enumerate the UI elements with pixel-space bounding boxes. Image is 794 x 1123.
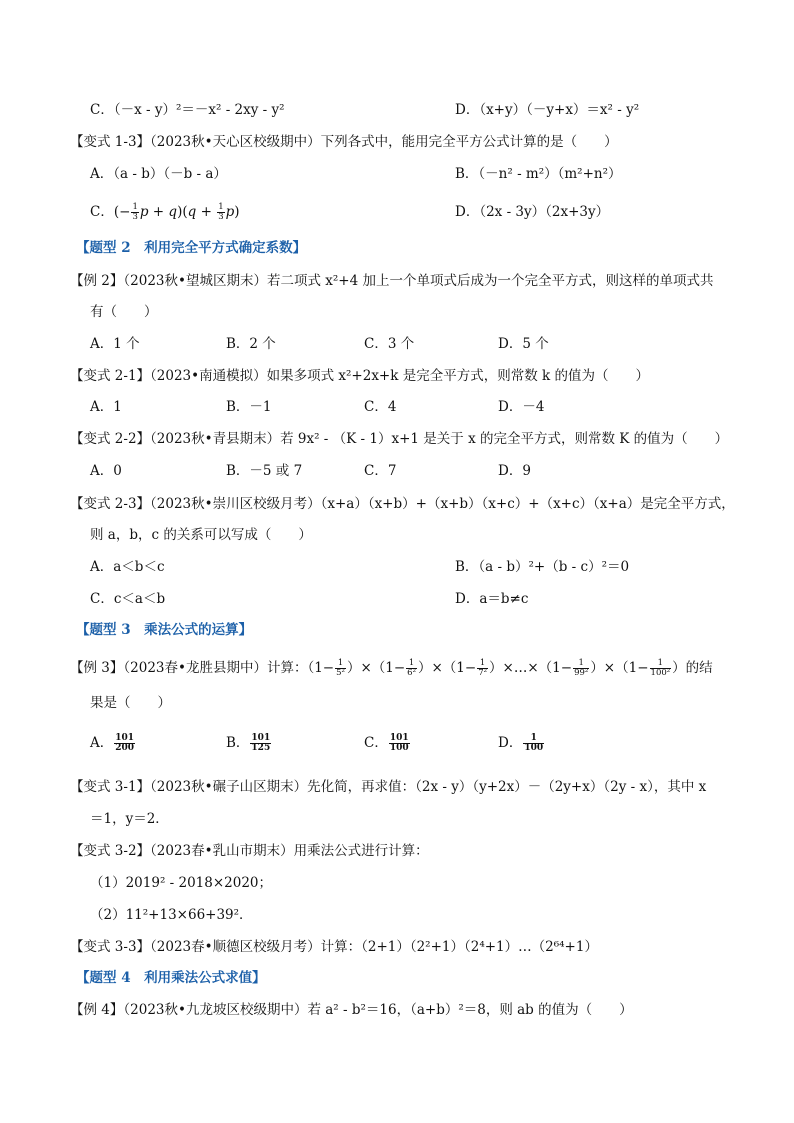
question-text-cont: 有（ ） [90, 304, 158, 320]
option-c: C．(− $\frac{1}{3}$ p + q)(q + $\frac{1}{3}$ p) [90, 202, 240, 222]
option-row [90, 733, 590, 757]
option-d: D．5 个 [498, 336, 549, 352]
option-d: D．9 [498, 463, 531, 479]
option-row [90, 334, 590, 354]
question-v1-3 [70, 132, 618, 152]
question-text: （2023秋•天心区校级期中）下列各式中，能用完全平方公式计算的是（ ） [150, 134, 618, 150]
question-v2-2 [70, 429, 728, 449]
option-a: A．0 [90, 463, 122, 479]
question-tag: 【变式 3-3】 [70, 939, 151, 955]
option-b: B．（a - b）²+（b - c）²＝0 [455, 559, 630, 575]
question-v2-1 [70, 366, 649, 386]
option-a: A．a＜b＜c [90, 559, 165, 575]
question-v3-1 [70, 777, 706, 797]
question-ex3: 【例 3】（2023春•龙胜县期中）计算：（1− $\frac{1}{\text{5²}}$ ）×（1− $\frac{1}{\text{6²}}$ ）×（1− $\frac{1}{\text{7²}}$ ）×…×（1− $\frac{1}{\text{99²}}$ ）×（1− $\frac{1}{\text{100²}}$ ）的结 [70, 658, 713, 678]
question-text: （2023春•龙胜县期中）计算： [123, 660, 308, 676]
section-heading: 【题型 3 乘法公式的运算】 [76, 622, 253, 638]
question-tag: 【变式 2-2】 [70, 431, 151, 447]
math-expression: （1− $\frac{1}{\text{5²}}$ ）×（1− $\frac{1}{\text{6²}}$ ）×（1− $\frac{1}{\text{7²}}$ ）×…×（1− $\frac{1}{\text{99²}}$ ）×（1− $\frac{1}{\text{100²}}$ ） [307, 658, 686, 678]
question-text-cont: ＝1，y＝2． [90, 811, 169, 827]
question-tag: 【变式 3-1】 [70, 779, 151, 795]
question-tag: 【变式 2-1】 [70, 368, 151, 384]
option-c: C．c＜a＜b [90, 591, 166, 607]
option-d: D．（x+y）（－y+x）＝x² - y² [455, 102, 640, 118]
option-a: A．（a - b）（－b - a） [90, 166, 227, 182]
option-a: A．1 [90, 399, 122, 415]
option-c: C．（－x - y）²＝－x² - 2xy - y² [90, 102, 285, 118]
question-text-cont: 则 a，b，c 的关系可以写成（ ） [90, 527, 312, 543]
option-d: D．－4 [498, 399, 545, 415]
question-v3-3 [70, 937, 598, 957]
option-row [90, 397, 590, 417]
option-row [90, 589, 529, 609]
question-tag: 【例 4】 [70, 1002, 124, 1018]
question-text: （2023秋•青县期末）若 9x² - （K - 1）x+1 是关于 x 的完全平方式，则常数 K 的值为（ ） [150, 431, 729, 447]
question-text: （2023•南通模拟）如果多项式 x²+2x+k 是完全平方式，则常数 k 的值为（ ） [150, 368, 649, 384]
option-d: D． $\frac{1}{100}$ [498, 733, 544, 753]
sub-question: （2）11²+13×66+39²． [90, 907, 253, 923]
question-tag: 【例 2】 [70, 273, 124, 289]
question-v3-2 [70, 841, 429, 861]
sub-question: （1）2019² - 2018×2020； [90, 875, 273, 891]
option-row [90, 202, 610, 222]
question-text: （2023秋•崇川区校级月考）（x+a）（x+b）+（x+b）（x+c）+（x+c）（x+a）是完全平方式， [150, 496, 735, 512]
option-row [90, 164, 622, 184]
option-b: B．－5 或 7 [226, 463, 303, 479]
option-b: B． $\frac{101}{125}$ [226, 733, 271, 753]
option-row [90, 100, 640, 120]
option-c: C．3 个 [364, 336, 415, 352]
question-text: （2023春•乳山市期末）用乘法公式进行计算： [150, 843, 429, 859]
option-d: D．（2x - 3y）（2x+3y） [455, 204, 610, 220]
question-text-cont: 果是（ ） [90, 695, 171, 711]
question-v2-3 [70, 494, 735, 514]
question-tag: 【变式 2-3】 [70, 496, 151, 512]
option-d: D．a＝b≠c [455, 591, 529, 607]
question-tag: 【例 3】 [70, 660, 124, 676]
section-heading: 【题型 4 利用乘法公式求值】 [76, 970, 266, 986]
question-tag: 【变式 1-3】 [70, 134, 151, 150]
question-ex2 [70, 271, 713, 291]
question-text: （2023春•顺德区校级月考）计算：（2+1）（2²+1）（2⁴+1）…（2⁶⁴+1） [150, 939, 598, 955]
option-b: B．（－n² - m²）（m²+n²） [455, 166, 622, 182]
question-tag: 【变式 3-2】 [70, 843, 151, 859]
option-a: A． $\frac{101}{200}$ [90, 733, 135, 753]
section-heading: 【题型 2 利用完全平方式确定系数】 [76, 240, 307, 256]
option-c: C．4 [364, 399, 397, 415]
question-text: （2023秋•碾子山区期末）先化简，再求值：（2x - y）（y+2x）－（2y+x）（2y - x），其中 x [150, 779, 707, 795]
option-b: B．2 个 [226, 336, 276, 352]
option-c: C． $\frac{101}{100}$ [364, 733, 409, 753]
question-text: （2023秋•九龙坡区校级期中）若 a² - b²＝16，（a+b）²＝8，则 ab 的值为（ ） [123, 1002, 633, 1018]
option-row [90, 557, 630, 577]
question-ex4 [70, 1000, 633, 1020]
option-row [90, 461, 590, 481]
option-a: A．1 个 [90, 336, 140, 352]
question-text: （2023秋•望城区期末）若二项式 x²+4 加上一个单项式后成为一个完全平方式，则这样的单项式共 [123, 273, 714, 289]
option-b: B．－1 [226, 399, 272, 415]
option-c: C．7 [364, 463, 397, 479]
